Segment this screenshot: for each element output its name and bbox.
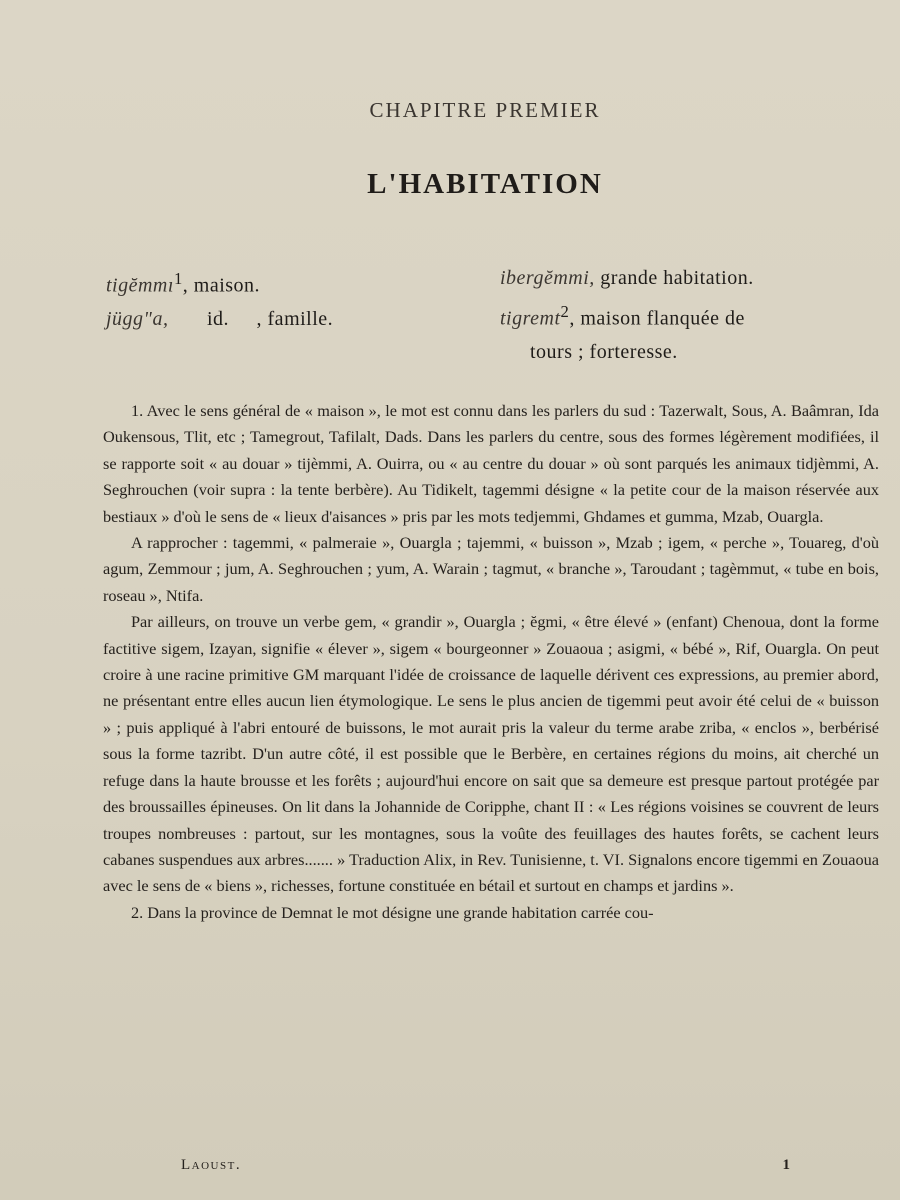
- vocabulary-word: ibergĕmmi,: [500, 267, 595, 289]
- footnote-paragraph: 1. Avec le sens général de « maison », le mot est connu dans les parlers du sud : Tazerwalt, Sous, A. Baâmran, Ida Oukensous, Tlit, etc ; Tamegrout, Tafilalt, Dads. Dans les parlers du centre, sous des formes légèrement modifiées, il se rapporte soit « au douar » tijèmmi, A. Ouirra, ou « au centre du douar » où sont parqués les animaux tidjèmmi, A. Seghrouchen (voir supra : la tente berbère). Au Tidikelt, tagemmi désigne « la petite cour de la maison réservée aux bestiaux » d'où le sens de « lieux d'aisances » pris par les mots tedjemmi, Ghdames et gumma, Mzab, Ouargla.: [103, 401, 879, 526]
- footnote-ref: 1: [173, 269, 183, 288]
- vocabulary-left-column: [106, 262, 436, 336]
- vocabulary-entry: [106, 303, 436, 336]
- vocabulary-word: tigremt: [500, 307, 561, 330]
- vocabulary-right-column: [500, 262, 880, 369]
- vocabulary-gloss: , maison flanquée de: [569, 307, 745, 330]
- footnote-paragraph: 2. Dans la province de Demnat le mot désigne une grande habitation carrée cou-: [131, 902, 654, 922]
- footnote-ref: 2: [560, 302, 570, 321]
- page-number: 1: [782, 1157, 791, 1173]
- chapter-title: L'HABITATION: [367, 168, 603, 200]
- author-signature: Laoust.: [181, 1157, 242, 1173]
- vocabulary-entry-continuation: [500, 336, 880, 369]
- vocabulary-entry: [106, 262, 436, 303]
- page-footer: [181, 1157, 791, 1174]
- vocabulary-word: tigĕmmı: [106, 274, 174, 297]
- vocabulary-entry: [500, 295, 880, 336]
- footnote-paragraph: Par ailleurs, on trouve un verbe gem, « grandir », Ouargla ; ĕgmi, « être élevé » (enfant) Chenoua, dont la forme factitive sigem, Izayan, signifie « élever », sigem « bourgeonner » Zouaoua ; asigmi, « bébé », Rif, Ouargla. On peut croire à une racine primitive GM marquant l'idée de croissance de laquelle dérivent ces expressions, au premier abord, ne présentant entre elles aucun lien étymologique. Le sens le plus ancien de tigemmi peut avoir été celui de « buisson » ; puis appliqué à l'abri entouré de buissons, le mot aurait pris la valeur du terme arabe zriba, « enclos », berbérisé sous la forme tazribt. D'un autre côté, il est possible que le Berbère, en certaines régions du moins, ait cherché un refuge dans la haute brousse et les forêts ; aujourd'hui encore on sait que sa demeure est presque partout protégée par des broussailles épineuses. On lit dans la Johannide de Coripphe, chant II : « Les régions voisines se couvrent de leurs troupes nombreuses : partout, sur les montagnes, sous la voûte des feuillages des hautes forêts, se cachent leurs cabanes suspendues aux arbres....... » Traduction Alix, in Rev. Tunisienne, t. VI. Signalons encore tigemmi en Zouaoua avec le sens de « biens », richesses, fortune constituée en bétail et surtout en champs et jardins ».: [103, 612, 879, 896]
- vocabulary-entry: [500, 262, 880, 295]
- vocabulary-gloss: id. , famille.: [168, 307, 334, 330]
- vocabulary-gloss: tours ; forteresse.: [530, 340, 678, 363]
- vocabulary-gloss: , maison.: [182, 274, 261, 297]
- vocabulary-word: jügg"a,: [106, 307, 169, 330]
- chapter-heading: CHAPITRE PREMIER: [369, 98, 601, 122]
- vocabulary-gloss: grande habitation.: [594, 267, 754, 289]
- footnote-paragraph: A rapprocher : tagemmi, « palmeraie », Ouargla ; tajemmi, « buisson », Mzab ; igem, « perche », Touareg, d'où agum, Zemmour ; jum, A. Seghrouchen ; yum, A. Warain ; tagmut, « branche », Taroudant ; tagèmmut, « tube en bois, roseau », Ntifa.: [103, 533, 879, 605]
- footnotes: [103, 398, 879, 926]
